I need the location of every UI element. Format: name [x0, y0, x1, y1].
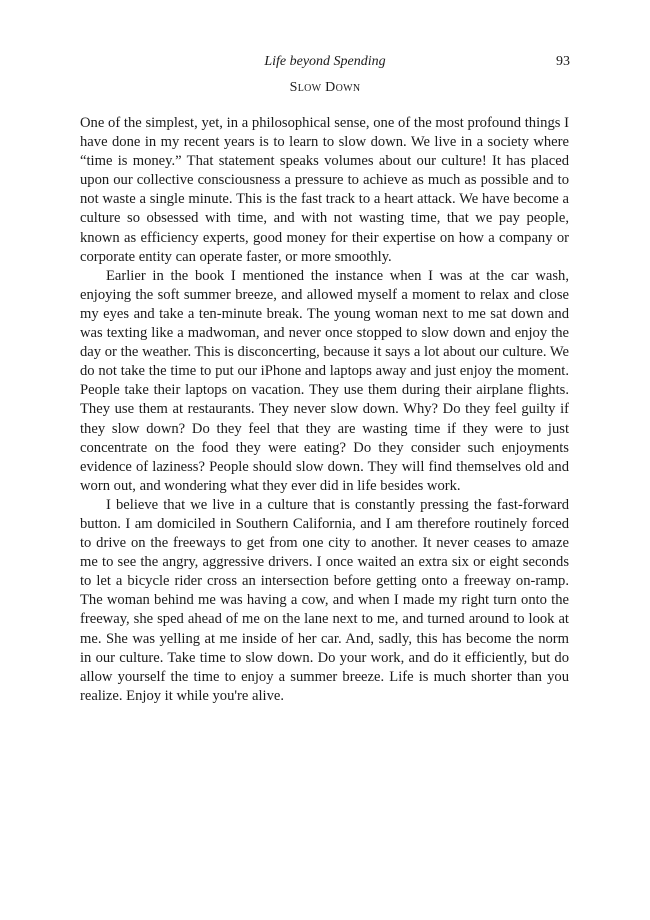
- paragraph-3: I believe that we live in a culture that is constantly pressing the fast-forward button. I am domiciled in Southern California, and I am therefore routinely forced to drive on the freeways to get from one city to another. It never ceases to amaze me to see the angry, aggressive drivers. I once waited an extra six or eight seconds to let a bicycle rider cross an intersection before getting onto a freeway on-ramp. The woman behind me was having a cow, and when I made my right turn onto the freeway, she sped ahead of me on the lane next to me, and turned around to look at me. She was yelling at me inside of her car. And, sadly, this has become the norm in our culture. Take time to slow down. Do your work, and do it efficiently, but do allow yourself the time to enjoy a summer breeze. Life is much shorter than you realize. Enjoy it while you're alive.: [80, 496, 569, 704]
- paragraph-1: One of the simplest, yet, in a philosophical sense, one of the most profound things I have done in my recent years is to learn to slow down. We live in a society where “time is money.” That statement speaks volumes about our culture! It has placed upon our collective consciousness a pressure to achieve as much as possible and to not waste a single minute. This is the fast track to a heart attack. We have become a culture so obsessed with time, and with not wasting time, that we pay people, known as efficiency experts, good money for their expertise on how a company or corporate entity can operate faster, or more smoothly.: [80, 115, 569, 265]
- body-text: [80, 114, 569, 706]
- page-number: 93: [556, 54, 570, 69]
- running-title: Life beyond Spending: [264, 54, 386, 69]
- running-head: [80, 52, 570, 72]
- paragraph-2: Earlier in the book I mentioned the instance when I was at the car wash, enjoying the soft summer breeze, and allowed myself a moment to relax and close my eyes and take a ten-minute break. The young woman next to me sat down and was texting like a madwoman, and never once stopped to slow down and enjoy the day or the weather. This is disconcerting, because it says a lot about our culture. We do not take the time to put our iPhone and laptops away and just enjoy the moment. People take their laptops on vacation. They use them during their airplane flights. They use them at restaurants. They never slow down. Why? Do they feel guilty if they slow down? Do they feel that they are wasting time if they were to just concentrate on the food they were eating? Do they consider such enjoyments evidence of laziness? People should slow down. They will find themselves old and worn out, and wondering what they ever did in life besides work.: [80, 267, 569, 494]
- section-title: Slow Down: [289, 80, 361, 95]
